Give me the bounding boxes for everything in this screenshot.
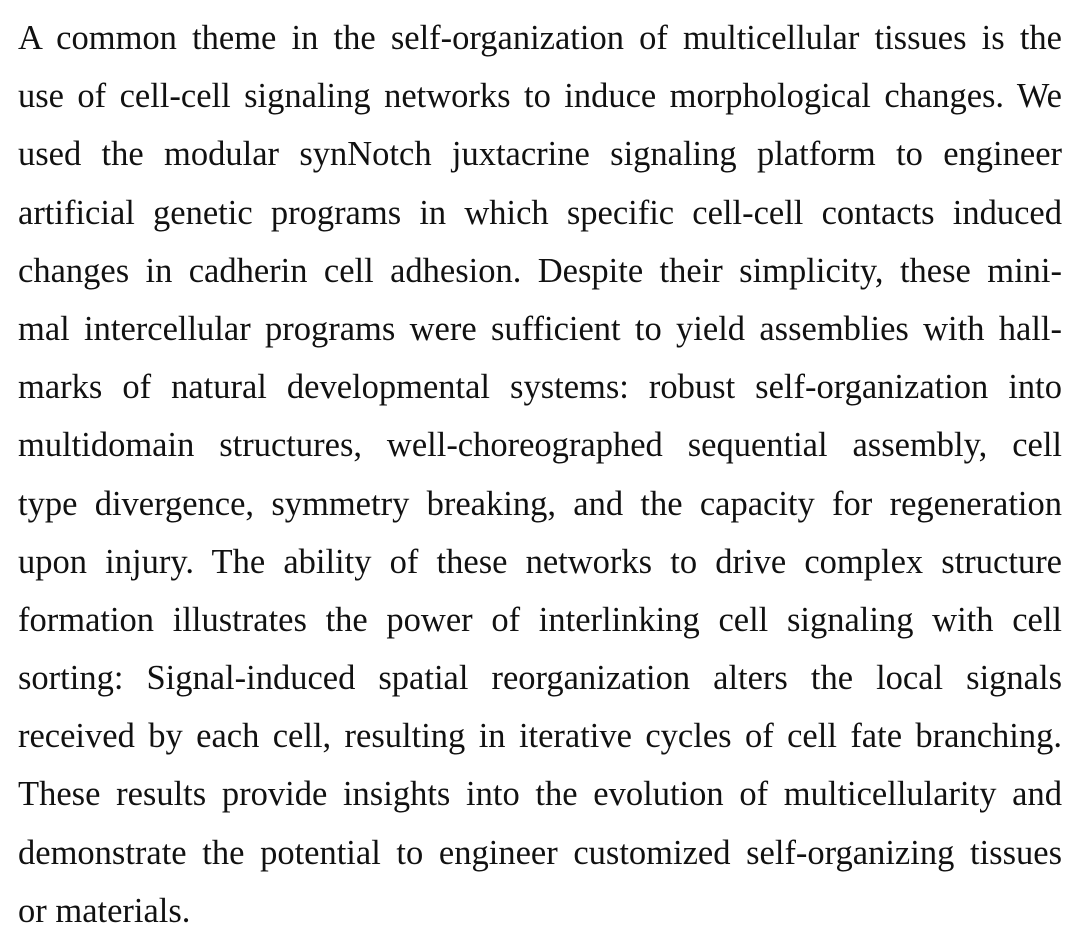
text-line: changes in cadherin cell adhesion. Despite their simplicity, these mini- bbox=[18, 251, 1062, 290]
text-line-last: or materials. bbox=[18, 891, 191, 930]
text-line: type divergence, symmetry breaking, and the capacity for regeneration bbox=[18, 484, 1062, 523]
text-line: marks of natural developmental systems: robust self-organization into bbox=[18, 368, 1062, 407]
text-line: These results provide insights into the evolution of multicellularity and bbox=[18, 775, 1062, 814]
abstract-paragraph bbox=[18, 9, 1062, 940]
text-line: demonstrate the potential to engineer customized self-organizing tissues bbox=[18, 833, 1062, 872]
text-line: use of cell-cell signaling networks to induce morphological changes. We bbox=[18, 77, 1062, 116]
text-line: used the modular synNotch juxtacrine signaling platform to engineer bbox=[18, 135, 1062, 174]
text-line: mal intercellular programs were sufficient to yield assemblies with hall- bbox=[18, 309, 1062, 348]
text-line: upon injury. The ability of these networks to drive complex structure bbox=[18, 542, 1062, 581]
text-line: artificial genetic programs in which specific cell-cell contacts induced bbox=[18, 193, 1062, 232]
text-line: A common theme in the self-organization of multicellular tissues is the bbox=[18, 19, 1062, 57]
text-line: received by each cell, resulting in iterative cycles of cell fate branching. bbox=[18, 717, 1062, 756]
text-line: multidomain structures, well-choreographed sequential assembly, cell bbox=[18, 426, 1062, 465]
text-line: formation illustrates the power of interlinking cell signaling with cell bbox=[18, 600, 1062, 639]
text-line: sorting: Signal-induced spatial reorganization alters the local signals bbox=[18, 659, 1062, 698]
